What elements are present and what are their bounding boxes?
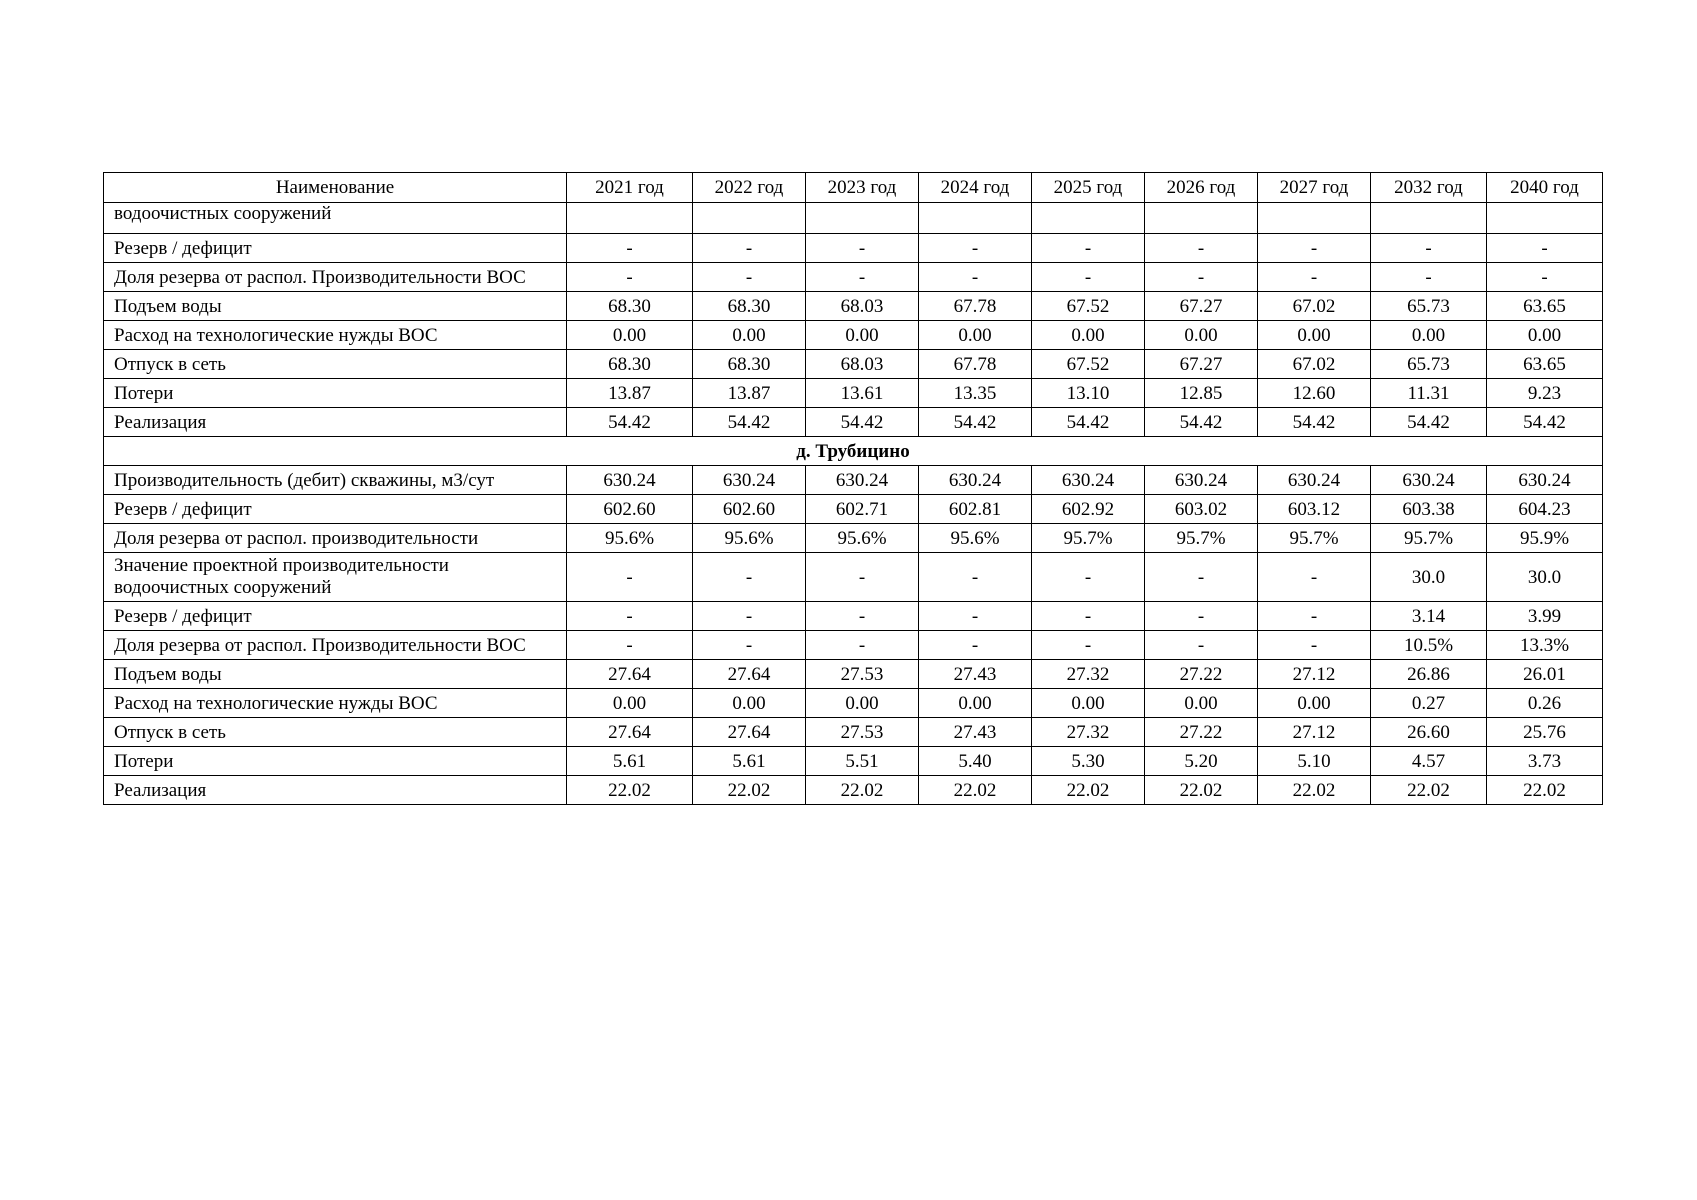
row-label: Подъем воды bbox=[104, 292, 567, 321]
value-cell: 67.27 bbox=[1145, 292, 1258, 321]
table-row bbox=[104, 631, 1603, 660]
value-cell: 4.57 bbox=[1371, 747, 1487, 776]
value-cell: 26.01 bbox=[1487, 660, 1603, 689]
header-cell: 2027 год bbox=[1258, 173, 1371, 203]
value-cell: 68.30 bbox=[567, 350, 693, 379]
value-cell bbox=[693, 203, 806, 234]
row-label: Потери bbox=[104, 379, 567, 408]
row-label: Производительность (дебит) скважины, м3/сут bbox=[104, 466, 567, 495]
table-row bbox=[104, 234, 1603, 263]
table-row bbox=[104, 408, 1603, 437]
value-cell: 630.24 bbox=[1487, 466, 1603, 495]
value-cell: 13.35 bbox=[919, 379, 1032, 408]
value-cell: 25.76 bbox=[1487, 718, 1603, 747]
table-row bbox=[104, 660, 1603, 689]
value-cell bbox=[1371, 203, 1487, 234]
value-cell: 30.0 bbox=[1371, 553, 1487, 602]
value-cell: - bbox=[1032, 631, 1145, 660]
value-cell: 26.60 bbox=[1371, 718, 1487, 747]
value-cell: 68.30 bbox=[693, 350, 806, 379]
table-row bbox=[104, 602, 1603, 631]
value-cell: 12.60 bbox=[1258, 379, 1371, 408]
value-cell: 27.22 bbox=[1145, 660, 1258, 689]
value-cell: - bbox=[1145, 234, 1258, 263]
value-cell: - bbox=[1258, 234, 1371, 263]
row-label: Доля резерва от распол. производительности bbox=[104, 524, 567, 553]
row-label: Доля резерва от распол. Производительности ВОС bbox=[104, 263, 567, 292]
value-cell: 602.81 bbox=[919, 495, 1032, 524]
row-label: Значение проектной производительности водоочистных сооружений bbox=[104, 553, 567, 602]
value-cell: 5.30 bbox=[1032, 747, 1145, 776]
value-cell: - bbox=[1032, 602, 1145, 631]
value-cell: 0.00 bbox=[1487, 321, 1603, 350]
table-row bbox=[104, 747, 1603, 776]
value-cell: 27.64 bbox=[567, 660, 693, 689]
value-cell: 5.61 bbox=[693, 747, 806, 776]
value-cell: 0.00 bbox=[1258, 689, 1371, 718]
value-cell: 0.00 bbox=[1371, 321, 1487, 350]
value-cell: - bbox=[806, 631, 919, 660]
value-cell: 26.86 bbox=[1371, 660, 1487, 689]
value-cell: 22.02 bbox=[919, 776, 1032, 805]
value-cell: 67.02 bbox=[1258, 350, 1371, 379]
value-cell: 22.02 bbox=[567, 776, 693, 805]
value-cell: 67.27 bbox=[1145, 350, 1258, 379]
value-cell: 68.03 bbox=[806, 350, 919, 379]
row-label: Отпуск в сеть bbox=[104, 718, 567, 747]
row-label: Подъем воды bbox=[104, 660, 567, 689]
value-cell: 95.7% bbox=[1258, 524, 1371, 553]
value-cell: 67.02 bbox=[1258, 292, 1371, 321]
value-cell: 13.87 bbox=[567, 379, 693, 408]
value-cell: 603.12 bbox=[1258, 495, 1371, 524]
value-cell: 68.30 bbox=[567, 292, 693, 321]
value-cell: 54.42 bbox=[1371, 408, 1487, 437]
value-cell: 3.14 bbox=[1371, 602, 1487, 631]
value-cell: 22.02 bbox=[1145, 776, 1258, 805]
value-cell: 54.42 bbox=[693, 408, 806, 437]
value-cell: - bbox=[919, 631, 1032, 660]
value-cell: 630.24 bbox=[693, 466, 806, 495]
value-cell: - bbox=[1258, 553, 1371, 602]
value-cell: 95.7% bbox=[1145, 524, 1258, 553]
value-cell: 630.24 bbox=[1258, 466, 1371, 495]
value-cell: 5.51 bbox=[806, 747, 919, 776]
value-cell: 630.24 bbox=[806, 466, 919, 495]
table-row bbox=[104, 718, 1603, 747]
value-cell: 11.31 bbox=[1371, 379, 1487, 408]
row-label: Потери bbox=[104, 747, 567, 776]
table-row bbox=[104, 524, 1603, 553]
table-row bbox=[104, 553, 1603, 602]
value-cell bbox=[1487, 203, 1603, 234]
value-cell: 95.6% bbox=[567, 524, 693, 553]
table-body-part-1 bbox=[104, 203, 1603, 437]
value-cell bbox=[1032, 203, 1145, 234]
value-cell: 95.6% bbox=[806, 524, 919, 553]
value-cell: 0.00 bbox=[1258, 321, 1371, 350]
table-row bbox=[104, 350, 1603, 379]
header-cell: 2025 год bbox=[1032, 173, 1145, 203]
value-cell: 0.00 bbox=[567, 321, 693, 350]
value-cell: 27.12 bbox=[1258, 718, 1371, 747]
value-cell: 63.65 bbox=[1487, 292, 1603, 321]
value-cell: 54.42 bbox=[1145, 408, 1258, 437]
value-cell: 602.71 bbox=[806, 495, 919, 524]
value-cell: 13.3% bbox=[1487, 631, 1603, 660]
value-cell: 0.00 bbox=[919, 321, 1032, 350]
value-cell: 603.38 bbox=[1371, 495, 1487, 524]
value-cell: 0.00 bbox=[693, 689, 806, 718]
value-cell: 0.27 bbox=[1371, 689, 1487, 718]
value-cell: 27.32 bbox=[1032, 718, 1145, 747]
value-cell: 54.42 bbox=[1032, 408, 1145, 437]
value-cell: 0.00 bbox=[1145, 321, 1258, 350]
section-header-row bbox=[104, 437, 1603, 466]
value-cell: 0.00 bbox=[1145, 689, 1258, 718]
table-row bbox=[104, 203, 1603, 234]
value-cell: 22.02 bbox=[1032, 776, 1145, 805]
value-cell: - bbox=[567, 602, 693, 631]
value-cell: 13.87 bbox=[693, 379, 806, 408]
value-cell: 22.02 bbox=[1258, 776, 1371, 805]
header-cell: Наименование bbox=[104, 173, 567, 203]
value-cell: 27.12 bbox=[1258, 660, 1371, 689]
value-cell: 602.60 bbox=[693, 495, 806, 524]
header-cell: 2024 год bbox=[919, 173, 1032, 203]
value-cell: 3.73 bbox=[1487, 747, 1603, 776]
row-label: Доля резерва от распол. Производительности ВОС bbox=[104, 631, 567, 660]
value-cell: 68.30 bbox=[693, 292, 806, 321]
value-cell: 67.78 bbox=[919, 350, 1032, 379]
value-cell: 54.42 bbox=[1487, 408, 1603, 437]
value-cell: 27.64 bbox=[567, 718, 693, 747]
value-cell: 27.43 bbox=[919, 660, 1032, 689]
value-cell: 65.73 bbox=[1371, 292, 1487, 321]
value-cell: 22.02 bbox=[693, 776, 806, 805]
value-cell: 5.10 bbox=[1258, 747, 1371, 776]
value-cell: 63.65 bbox=[1487, 350, 1603, 379]
table-row bbox=[104, 321, 1603, 350]
value-cell: - bbox=[1487, 234, 1603, 263]
value-cell bbox=[1258, 203, 1371, 234]
value-cell: 5.40 bbox=[919, 747, 1032, 776]
value-cell: - bbox=[1032, 263, 1145, 292]
value-cell: - bbox=[806, 234, 919, 263]
value-cell: - bbox=[567, 263, 693, 292]
row-label: Резерв / дефицит bbox=[104, 602, 567, 631]
value-cell: 27.53 bbox=[806, 718, 919, 747]
row-label: Расход на технологические нужды ВОС bbox=[104, 321, 567, 350]
value-cell: 13.10 bbox=[1032, 379, 1145, 408]
value-cell: 65.73 bbox=[1371, 350, 1487, 379]
value-cell: 630.24 bbox=[1032, 466, 1145, 495]
value-cell: 630.24 bbox=[1145, 466, 1258, 495]
value-cell: - bbox=[1145, 263, 1258, 292]
section-body bbox=[104, 437, 1603, 466]
value-cell: 630.24 bbox=[1371, 466, 1487, 495]
header-cell: 2040 год bbox=[1487, 173, 1603, 203]
value-cell: - bbox=[919, 234, 1032, 263]
value-cell: 3.99 bbox=[1487, 602, 1603, 631]
value-cell: 68.03 bbox=[806, 292, 919, 321]
table-row bbox=[104, 466, 1603, 495]
value-cell: 0.00 bbox=[1032, 321, 1145, 350]
value-cell: - bbox=[919, 553, 1032, 602]
value-cell: - bbox=[693, 553, 806, 602]
table-row bbox=[104, 689, 1603, 718]
value-cell: 27.32 bbox=[1032, 660, 1145, 689]
value-cell: 54.42 bbox=[1258, 408, 1371, 437]
value-cell: 67.78 bbox=[919, 292, 1032, 321]
table-row bbox=[104, 495, 1603, 524]
value-cell: - bbox=[919, 263, 1032, 292]
value-cell: 0.00 bbox=[806, 689, 919, 718]
value-cell: - bbox=[1258, 263, 1371, 292]
table-row bbox=[104, 263, 1603, 292]
value-cell: 95.7% bbox=[1032, 524, 1145, 553]
value-cell: 0.00 bbox=[1032, 689, 1145, 718]
value-cell: 12.85 bbox=[1145, 379, 1258, 408]
value-cell bbox=[1145, 203, 1258, 234]
row-label: Отпуск в сеть bbox=[104, 350, 567, 379]
value-cell: - bbox=[567, 234, 693, 263]
value-cell: 27.53 bbox=[806, 660, 919, 689]
value-cell: 54.42 bbox=[567, 408, 693, 437]
value-cell: - bbox=[806, 553, 919, 602]
value-cell: 602.60 bbox=[567, 495, 693, 524]
value-cell: - bbox=[1145, 602, 1258, 631]
value-cell bbox=[919, 203, 1032, 234]
value-cell: - bbox=[1258, 602, 1371, 631]
section-title: д. Трубицино bbox=[104, 437, 1603, 466]
header-cell: 2022 год bbox=[693, 173, 806, 203]
value-cell: 604.23 bbox=[1487, 495, 1603, 524]
table-row bbox=[104, 379, 1603, 408]
value-cell: 27.43 bbox=[919, 718, 1032, 747]
value-cell: 54.42 bbox=[806, 408, 919, 437]
row-label: Резерв / дефицит bbox=[104, 495, 567, 524]
table-body-part-2 bbox=[104, 466, 1603, 805]
water-balance-table bbox=[103, 172, 1603, 805]
value-cell: - bbox=[693, 602, 806, 631]
value-cell: 22.02 bbox=[1371, 776, 1487, 805]
value-cell: - bbox=[1145, 631, 1258, 660]
table-row bbox=[104, 292, 1603, 321]
value-cell: 0.00 bbox=[919, 689, 1032, 718]
value-cell: 54.42 bbox=[919, 408, 1032, 437]
value-cell: 10.5% bbox=[1371, 631, 1487, 660]
row-label: Расход на технологические нужды ВОС bbox=[104, 689, 567, 718]
value-cell: - bbox=[1371, 234, 1487, 263]
value-cell: - bbox=[1371, 263, 1487, 292]
value-cell: 95.6% bbox=[919, 524, 1032, 553]
value-cell: 22.02 bbox=[1487, 776, 1603, 805]
value-cell: 0.26 bbox=[1487, 689, 1603, 718]
header-cell: 2023 год bbox=[806, 173, 919, 203]
row-label: Резерв / дефицит bbox=[104, 234, 567, 263]
value-cell: 0.00 bbox=[567, 689, 693, 718]
value-cell: 67.52 bbox=[1032, 350, 1145, 379]
value-cell: - bbox=[693, 631, 806, 660]
value-cell: - bbox=[1145, 553, 1258, 602]
value-cell: - bbox=[1032, 553, 1145, 602]
row-label: водоочистных сооружений bbox=[104, 203, 567, 234]
value-cell: 630.24 bbox=[567, 466, 693, 495]
value-cell: - bbox=[693, 263, 806, 292]
value-cell: - bbox=[567, 553, 693, 602]
value-cell: 27.22 bbox=[1145, 718, 1258, 747]
value-cell: - bbox=[1487, 263, 1603, 292]
value-cell: 630.24 bbox=[919, 466, 1032, 495]
value-cell: 27.64 bbox=[693, 718, 806, 747]
value-cell: 0.00 bbox=[693, 321, 806, 350]
value-cell: - bbox=[919, 602, 1032, 631]
value-cell bbox=[806, 203, 919, 234]
row-label: Реализация bbox=[104, 408, 567, 437]
value-cell: 5.20 bbox=[1145, 747, 1258, 776]
value-cell: - bbox=[806, 263, 919, 292]
value-cell: 67.52 bbox=[1032, 292, 1145, 321]
value-cell: 603.02 bbox=[1145, 495, 1258, 524]
value-cell: 95.6% bbox=[693, 524, 806, 553]
header-cell: 2021 год bbox=[567, 173, 693, 203]
table-row bbox=[104, 776, 1603, 805]
value-cell bbox=[567, 203, 693, 234]
value-cell: 30.0 bbox=[1487, 553, 1603, 602]
row-label: Реализация bbox=[104, 776, 567, 805]
value-cell: 27.64 bbox=[693, 660, 806, 689]
value-cell: 95.9% bbox=[1487, 524, 1603, 553]
header-cell: 2026 год bbox=[1145, 173, 1258, 203]
value-cell: 95.7% bbox=[1371, 524, 1487, 553]
value-cell: 5.61 bbox=[567, 747, 693, 776]
value-cell: - bbox=[693, 234, 806, 263]
value-cell: - bbox=[567, 631, 693, 660]
value-cell: - bbox=[1258, 631, 1371, 660]
value-cell: - bbox=[806, 602, 919, 631]
value-cell: 13.61 bbox=[806, 379, 919, 408]
value-cell: 0.00 bbox=[806, 321, 919, 350]
value-cell: 9.23 bbox=[1487, 379, 1603, 408]
value-cell: 602.92 bbox=[1032, 495, 1145, 524]
value-cell: 22.02 bbox=[806, 776, 919, 805]
table-header-row bbox=[104, 173, 1603, 203]
header-cell: 2032 год bbox=[1371, 173, 1487, 203]
value-cell: - bbox=[1032, 234, 1145, 263]
